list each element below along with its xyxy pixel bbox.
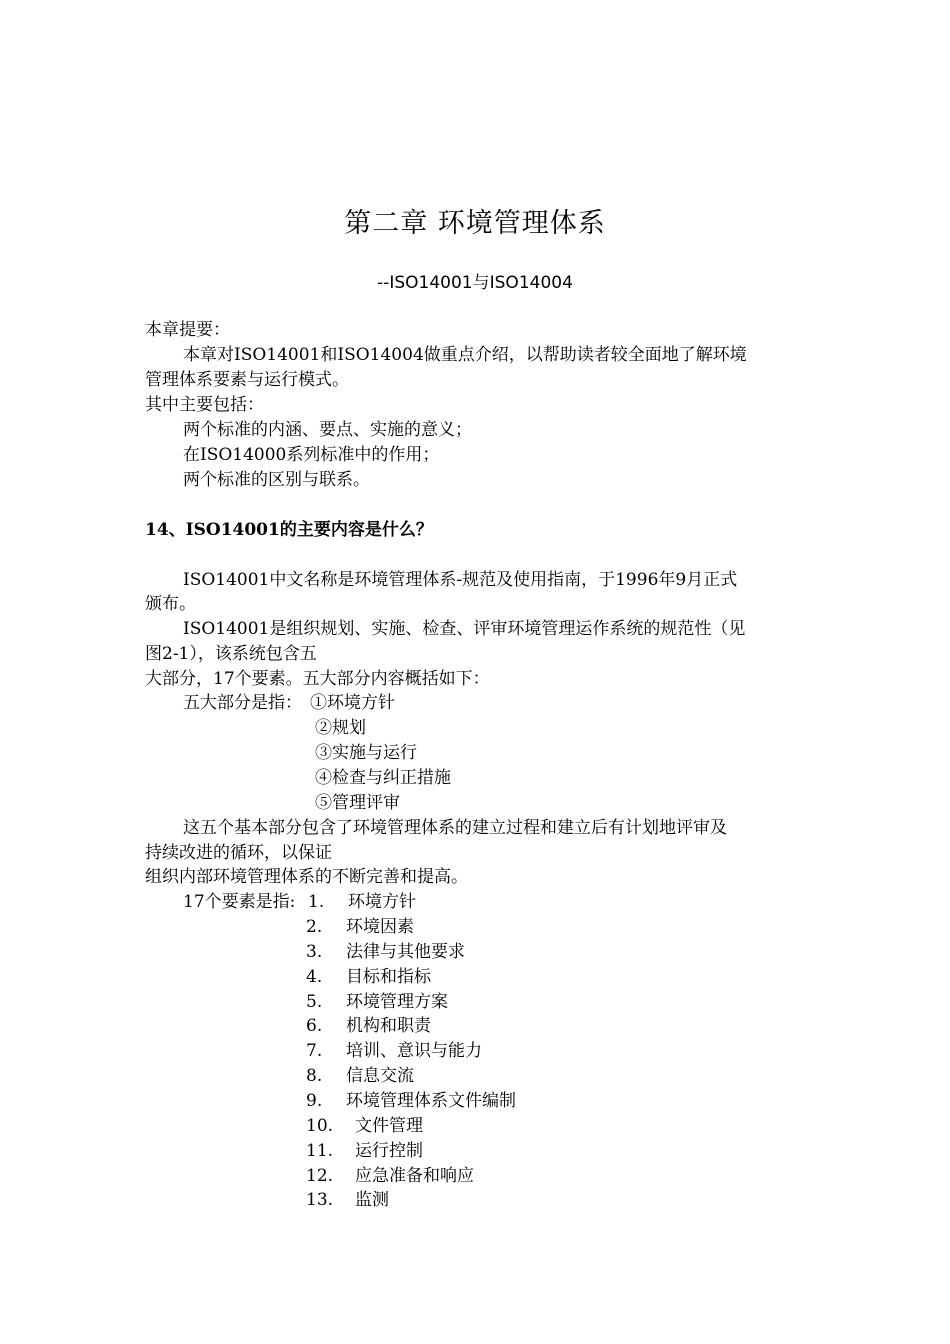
element-text: 环境管理体系文件编制	[346, 1091, 516, 1111]
element-text: 应急准备和响应	[355, 1166, 474, 1186]
para2-line2: 图2-1），该系统包含五	[145, 644, 317, 664]
element-text: 文件管理	[355, 1116, 423, 1136]
para1-line1: ISO14001中文名称是环境管理体系-规范及使用指南，于1996年9月正式	[183, 570, 738, 590]
element-item	[306, 1114, 423, 1139]
element-item	[306, 965, 431, 990]
element-text: 法律与其他要求	[346, 942, 465, 962]
elements-label: 17个要素是指:	[183, 892, 296, 912]
element-text: 环境因素	[346, 917, 414, 937]
element-item	[306, 1164, 474, 1189]
para2-line3: 大部分，17个要素。五大部分内容概括如下：	[145, 669, 490, 689]
para3-line3: 组织内部环境管理体系的不断完善和提高。	[145, 867, 468, 887]
para3-line1: 这五个基本部分包含了环境管理体系的建立过程和建立后有计划地评审及	[183, 818, 727, 838]
element-item	[306, 990, 448, 1015]
summary-intro-line1: 本章对ISO14001和ISO14004做重点介绍，以帮助读者较全面地了解环境	[183, 345, 747, 365]
element-number: 12.	[306, 1166, 334, 1186]
summary-includes-heading: 其中主要包括：	[145, 395, 264, 415]
element-number: 13.	[306, 1190, 334, 1210]
para1-line2: 颁布。	[145, 594, 196, 614]
element-text: 机构和职责	[346, 1016, 431, 1036]
five-part-item: ③实施与运行	[315, 743, 417, 763]
element-number: 11.	[306, 1141, 334, 1161]
element-text: 环境管理方案	[346, 992, 448, 1012]
element-text: 目标和指标	[346, 967, 431, 987]
chapter-title: 第二章 环境管理体系	[344, 208, 606, 239]
element-number: 9.	[306, 1091, 323, 1111]
element-text: 培训、意识与能力	[346, 1041, 482, 1061]
summary-heading: 本章提要：	[145, 320, 230, 340]
chapter-subtitle: --ISO14001与ISO14004	[377, 273, 573, 293]
element-text: 信息交流	[346, 1066, 414, 1086]
element-number: 2.	[306, 917, 323, 937]
summary-item: 两个标准的区别与联系。	[183, 470, 370, 490]
element-number: 10.	[306, 1116, 334, 1136]
five-part-item: ④检查与纠正措施	[315, 768, 451, 788]
para2-line1: ISO14001是组织规划、实施、检查、评审环境管理运作系统的规范性（见	[183, 619, 746, 639]
element-item	[306, 915, 414, 940]
five-parts-label: 五大部分是指：	[183, 693, 302, 713]
five-part-item: ②规划	[315, 718, 366, 738]
element-number: 7.	[306, 1041, 323, 1061]
element-number: 3.	[306, 942, 323, 962]
element-number: 6.	[306, 1016, 323, 1036]
five-part-item: ①环境方针	[310, 693, 395, 713]
element-number: 1.	[308, 892, 325, 912]
element-text: 运行控制	[355, 1141, 423, 1161]
section-heading: 14、ISO14001的主要内容是什么？	[145, 520, 433, 540]
element-item	[306, 1089, 516, 1114]
element-item	[308, 890, 416, 915]
element-number: 4.	[306, 967, 323, 987]
element-text: 监测	[355, 1190, 389, 1210]
element-text: 环境方针	[348, 892, 416, 912]
summary-intro-line2: 管理体系要素与运行模式。	[145, 370, 349, 390]
element-item	[306, 1039, 482, 1064]
summary-item: 在ISO14000系列标准中的作用；	[183, 445, 440, 465]
para3-line2: 持续改进的循环，以保证	[145, 843, 332, 863]
element-item	[306, 1139, 423, 1164]
element-item	[306, 940, 465, 965]
element-item	[306, 1064, 414, 1089]
element-number: 5.	[306, 992, 323, 1012]
element-number: 8.	[306, 1066, 323, 1086]
element-item	[306, 1014, 431, 1039]
summary-item: 两个标准的内涵、要点、实施的意义；	[183, 420, 472, 440]
element-item	[306, 1188, 389, 1213]
five-part-item: ⑤管理评审	[315, 793, 400, 813]
